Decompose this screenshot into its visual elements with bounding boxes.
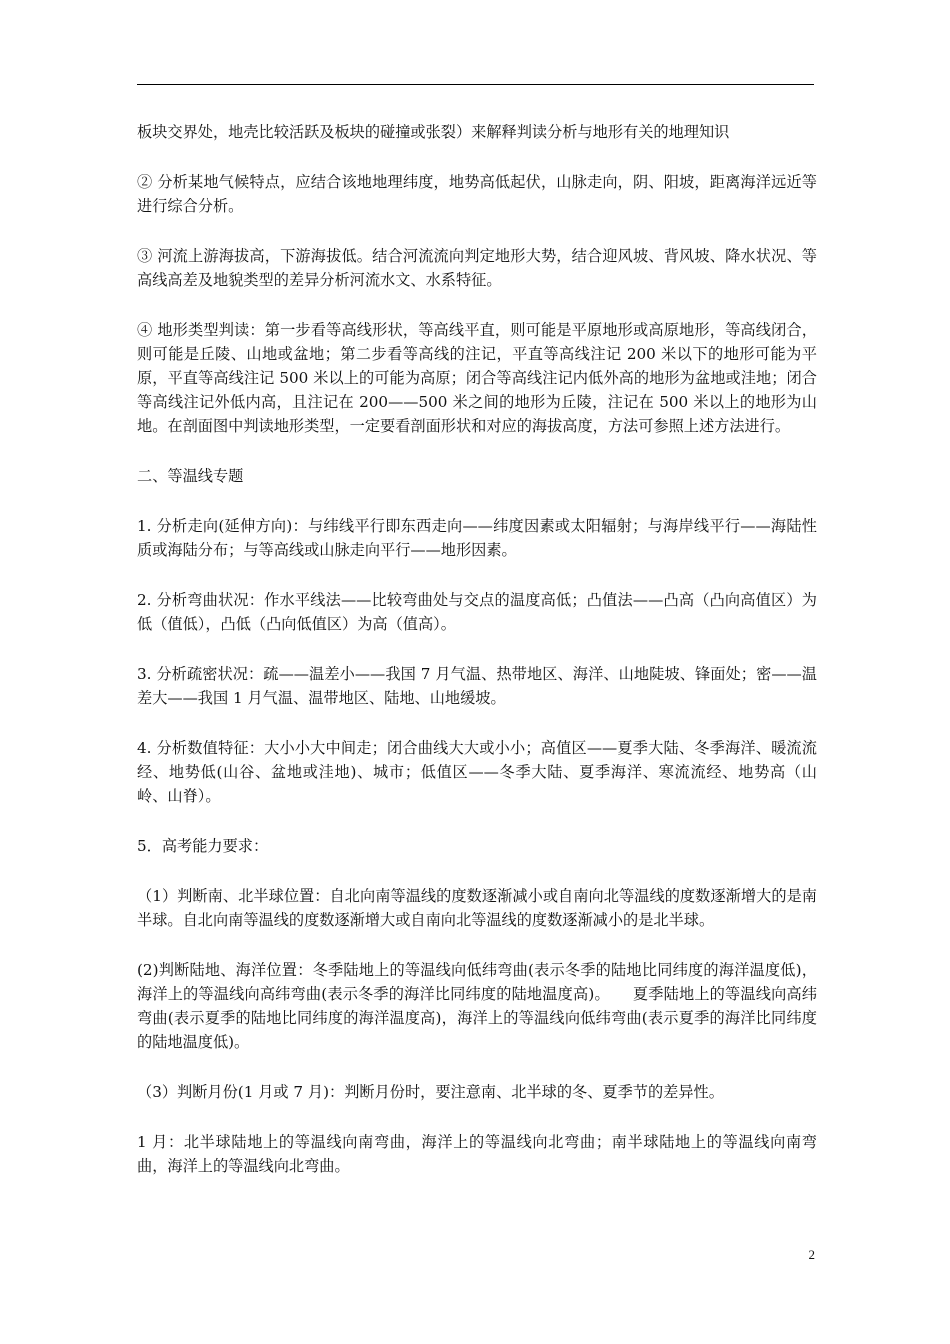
paragraph-continuation: 板块交界处，地壳比较活跃及板块的碰撞或张裂）来解释判读分析与地形有关的地理知识 — [137, 123, 730, 141]
paragraph-land-sea: (2)判断陆地、海洋位置：冬季陆地上的等温线向低纬弯曲(表示冬季的陆地比同纬度的海洋温度低)，海洋上的等温线向高纬弯曲(表示冬季的海洋比同纬度的陆地温度高)。 夏季陆地上的等温线向高纬弯曲(表示夏季的陆地比同纬度的海洋温度高)，海洋上的等温线向低纬弯曲(表示夏季的海洋比同纬度的陆地温度低)。 — [137, 961, 817, 1051]
paragraph-climate-analysis: ② 分析某地气候特点，应结合该地地理纬度，地势高低起伏，山脉走向，阴、阳坡，距离海洋远近等进行综合分析。 — [137, 173, 817, 215]
paragraph-isotherm-density: 3. 分析疏密状况：疏——温差小——我国 7 月气温、热带地区、海洋、山地陡坡、锋面处；密——温差大——我国 1 月气温、温带地区、陆地、山地缓坡。 — [137, 665, 817, 707]
paragraph-isotherm-bending: 2. 分析弯曲状况：作水平线法——比较弯曲处与交点的温度高低；凸值法——凸高（凸向高值区）为低（值低），凸低（凸向低值区）为高（值高）。 — [137, 591, 817, 633]
paragraph-month: （3）判断月份(1 月或 7 月)：判断月份时，要注意南、北半球的冬、夏季节的差异性。 — [137, 1083, 724, 1101]
paragraph-hemisphere: （1）判断南、北半球位置：自北向南等温线的度数逐渐减小或自南向北等温线的度数逐渐增大的是南半球。自北向南等温线的度数逐渐增大或自南向北等温线的度数逐渐减小的是北半球。 — [137, 887, 817, 929]
section-heading-isotherm: 二、等温线专题 — [137, 467, 244, 485]
paragraph-january: 1 月：北半球陆地上的等温线向南弯曲，海洋上的等温线向北弯曲；南半球陆地上的等温线向南弯曲，海洋上的等温线向北弯曲。 — [137, 1133, 817, 1175]
paragraph-exam-requirements: 5．高考能力要求： — [137, 837, 269, 855]
header-rule — [137, 84, 814, 85]
paragraph-landform-type: ④ 地形类型判读：第一步看等高线形状，等高线平直，则可能是平原地形或高原地形，等高线闭合，则可能是丘陵、山地或盆地；第二步看等高线的注记，平直等高线注记 200 米以下的地形可能为平原，平直等高线注记 500 米以上的可能为高原；闭合等高线注记内低外高的地形为盆地或洼地；闭合等高线注记外低内高，且注记在 200——500 米之间的地形为丘陵，注记在 500 米以上的地形为山地。在剖面图中判读地形类型，一定要看剖面形状和对应的海拔高度，方法可参照上述方法进行。 — [137, 321, 817, 435]
paragraph-river-analysis: ③ 河流上游海拔高，下游海拔低。结合河流流向判定地形大势，结合迎风坡、背风坡、降水状况、等高线高差及地貌类型的差异分析河流水文、水系特征。 — [137, 247, 817, 289]
paragraph-isotherm-direction: 1. 分析走向(延伸方向)：与纬线平行即东西走向——纬度因素或太阳辐射；与海岸线平行——海陆性质或海陆分布；与等高线或山脉走向平行——地形因素。 — [137, 517, 817, 559]
page-number: 2 — [808, 1247, 815, 1262]
document-body — [137, 120, 817, 1204]
paragraph-isotherm-values: 4. 分析数值特征：大小小大中间走；闭合曲线大大或小小；高值区——夏季大陆、冬季海洋、暖流流经、地势低(山谷、盆地或洼地)、城市；低值区——冬季大陆、夏季海洋、寒流流经、地势高（山岭、山脊）。 — [137, 739, 817, 805]
